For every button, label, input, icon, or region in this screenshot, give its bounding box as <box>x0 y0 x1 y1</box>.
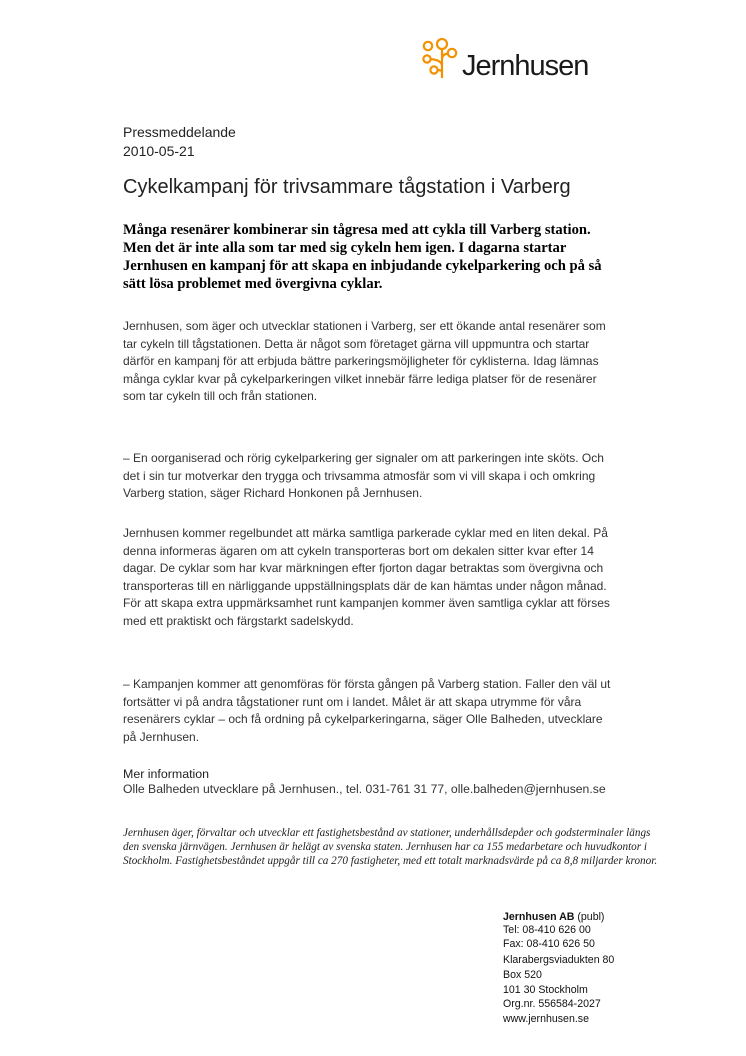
body-paragraph-3: Jernhusen kommer regelbundet att märka samtliga parkerade cyklar med en liten dekal. På denna informeras ägaren om att cykeln transporteras bort om dekalen sitter kvar efter 14 dagar. De cyklar som har kvar märkningen efter fjorton dagar betraktas som övergivna och transporteras till en närliggande uppställningsplats där de kan hämtas under någon månad. För att skapa extra uppmärksamhet runt kampanjen kommer även samtliga cyklar att förses med ett praktiskt och färgstarkt sadelskydd. <box>123 526 610 628</box>
more-info-heading: Mer information <box>123 767 210 781</box>
page-title: Cykelkampanj för trivsammare tågstation i Varberg <box>123 176 571 198</box>
document-type: Pressmeddelande <box>123 124 236 140</box>
company-postal: 101 30 Stockholm <box>503 983 588 996</box>
company-org-number: Org.nr. 556584-2027 <box>503 998 601 1011</box>
company-street: Klarabergsviadukten 80 <box>503 954 615 967</box>
jernhusen-logo <box>420 38 625 88</box>
company-address-block <box>503 911 614 1026</box>
more-info-contact: Olle Balheden utvecklare på Jernhusen., tel. 031-761 31 77, olle.balheden@jernhusen.se <box>123 782 606 796</box>
body-paragraph-2: – En oorganiserad och rörig cykelparkering ger signaler om att parkeringen inte sköts. Och det i sin tur motverkar den trygga och trivsamma atmosfär som vi vill skapa i och omkring Varberg station, säger Richard Honkonen på Jernhusen. <box>123 451 604 501</box>
body-paragraph-4: – Kampanjen kommer att genomföras för första gången på Varberg station. Faller den väl ut fortsätter vi på andra tågstationer runt om i landet. Målet är att skapa utrymme för våra resenärers cyklar – och få ordning på cykelparkeringarna, säger Olle Balheden, utvecklare på Jernhusen. <box>123 677 611 744</box>
company-name-line <box>503 911 614 924</box>
company-name: Jernhusen AB <box>503 911 575 923</box>
body-paragraph-1: Jernhusen, som äger och utvecklar stationen i Varberg, ser ett ökande antal resenärer som tar cykeln till tågstationen. Detta är något som företaget gärna vill uppmuntra och startar därför en kampanj för att erbjuda bättre parkeringsmöjligheter för cyklisterna. Idag lämnas många cyklar kvar på cykelparkeringen vilket innebär färre lediga platser för de resenärer som tar cykeln till och från stationen. <box>123 319 606 404</box>
company-phone: Tel: 08-410 626 00 <box>503 923 591 936</box>
logo-wordmark: Jernhusen <box>462 50 589 82</box>
jernhusen-logo-icon <box>420 38 462 84</box>
lead-paragraph: Många resenärer kombinerar sin tågresa med att cykla till Varberg station. Men det är inte alla som tar med sig cykeln hem igen. I dagarna startar Jernhusen en kampanj för att skapa en inbjudande cykelparkering och på så sätt lösa problemet med övergivna cyklar. <box>123 222 602 292</box>
company-boilerplate: Jernhusen äger, förvaltar och utvecklar ett fastighetsbestånd av stationer, underhållsdepåer och godsterminaler längs den svenska järnvägen. Jernhusen är helägt av svenska staten. Jernhusen har ca 155 medarbetare och huvudkontor i Stockholm. Fastighetsbeståndet uppgår till ca 270 fastigheter, med ett totalt marknadsvärde på ca 8,8 miljarder kronor. <box>123 827 658 867</box>
company-suffix: (publ) <box>574 911 605 923</box>
company-fax: Fax: 08-410 626 50 <box>503 938 595 951</box>
company-website[interactable]: www.jernhusen.se <box>503 1012 589 1025</box>
document-date: 2010-05-21 <box>123 143 195 159</box>
company-box: Box 520 <box>503 968 542 981</box>
